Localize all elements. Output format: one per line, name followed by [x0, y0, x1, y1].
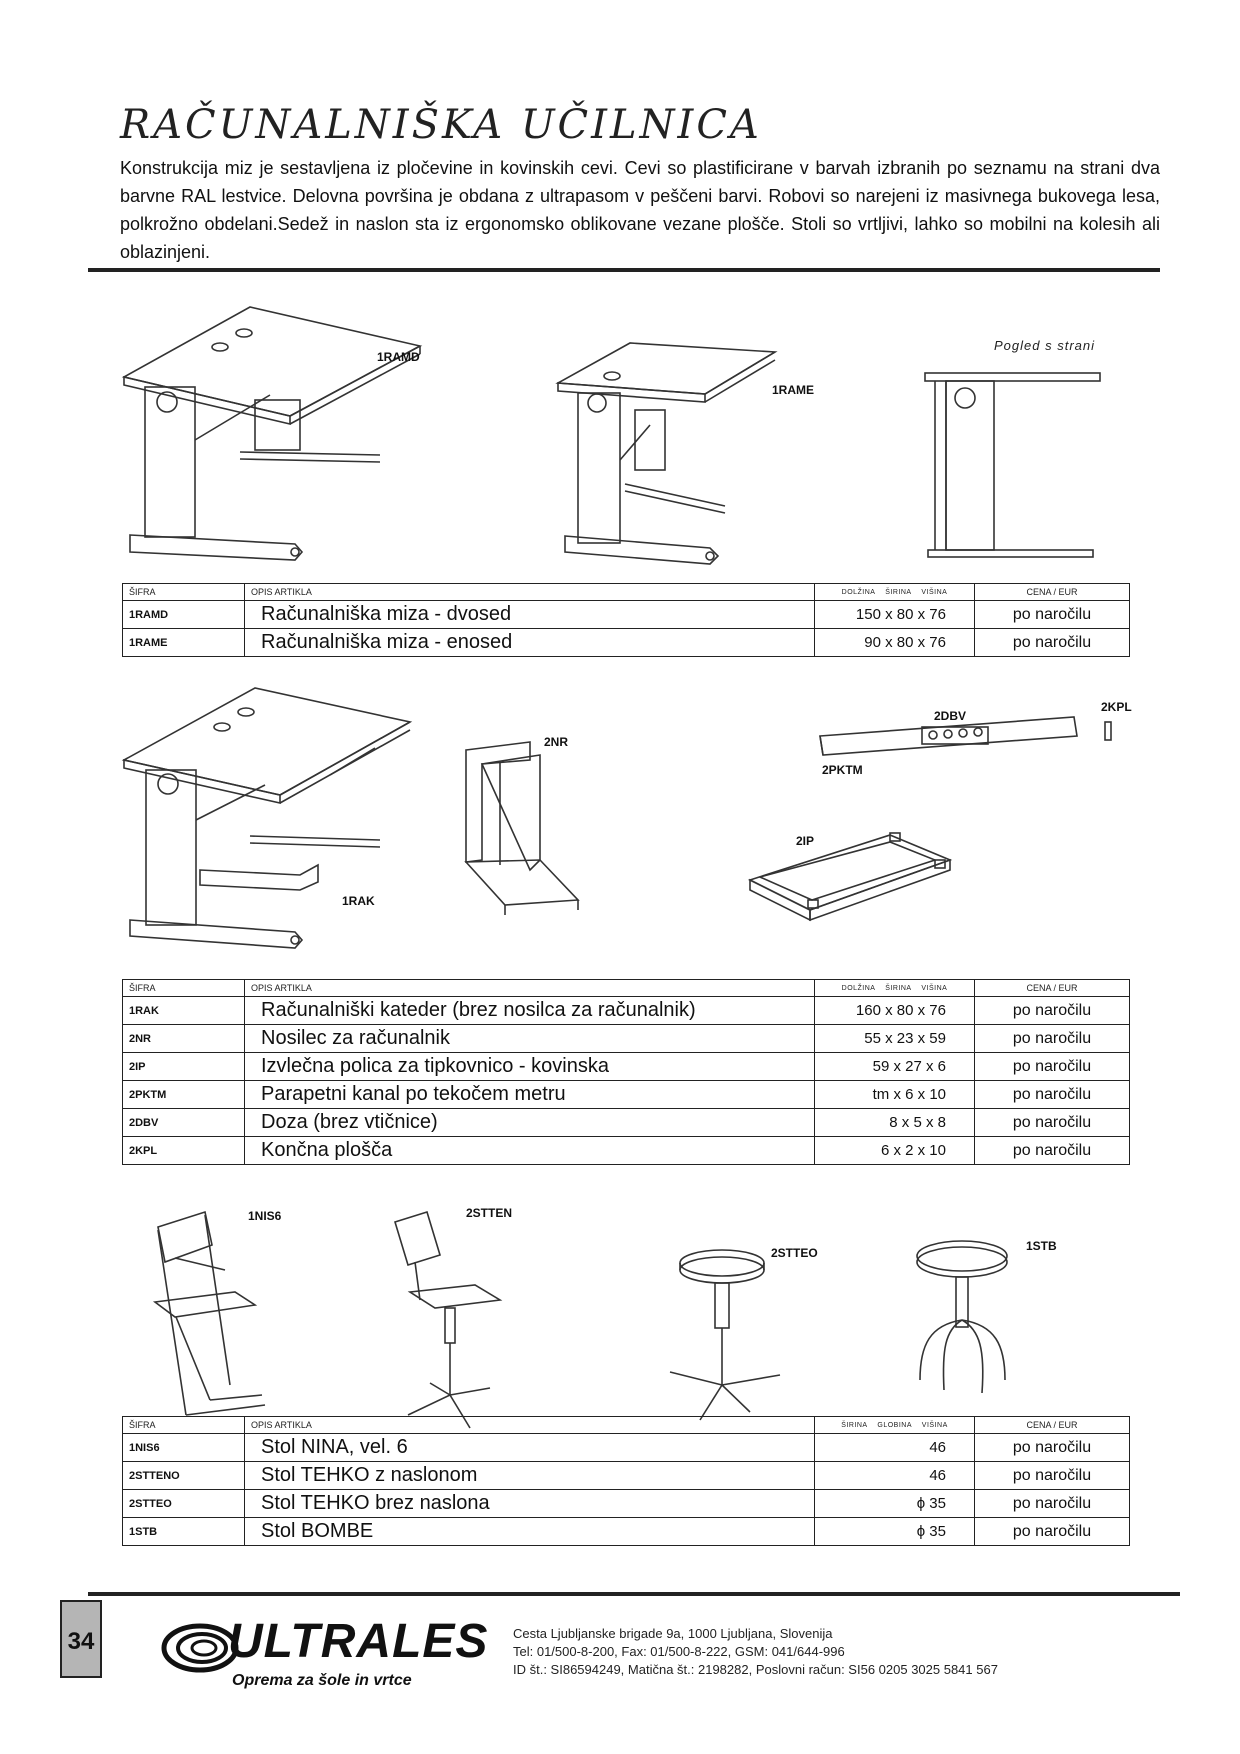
stool-tehko-drawing [670, 1250, 780, 1420]
row-code: 2IP [123, 1053, 245, 1081]
table-desks [122, 583, 1130, 657]
row-code: 1RAMD [123, 601, 245, 629]
table-header [123, 584, 1130, 601]
label-2pktm: 2PKTM [822, 763, 863, 777]
row-code: 2DBV [123, 1109, 245, 1137]
table-row [123, 1518, 1130, 1546]
label-1ramd: 1RAMD [377, 350, 420, 364]
row-dims: ϕ 35 [815, 1518, 975, 1546]
page-number: 34 [67, 1628, 95, 1655]
header-code: ŠIFRA [123, 980, 245, 997]
table-row [123, 1434, 1130, 1462]
row-desc: Računalniški kateder (brez nosilca za računalnik) [245, 997, 815, 1025]
intro-paragraph: Konstrukcija miz je sestavljena iz pločevine in kovinskih cevi. Cevi so plastificirane v barvah izbranih po seznamu na strani dva barvne RAL lestvice. Delovna površina je obdana z ultrapasom v peščeni barvi. Robovi so narejeni iz masivnega bukovega lesa, polkrožno obdelani.Sedež in naslon sta iz ergonomsko oblikovane vezane plošče. Stoli so vrtljivi, lahko so mobilni na kolesih ali oblazinjeni. [120, 158, 1160, 262]
header-desc: OPIS ARTIKLA [245, 980, 815, 997]
row-code: 2STTENO [123, 1462, 245, 1490]
row-desc: Doza (brez vtičnice) [245, 1109, 815, 1137]
row-code: 2NR [123, 1025, 245, 1053]
header-desc: OPIS ARTIKLA [245, 584, 815, 601]
header-price: CENA / EUR [975, 1417, 1130, 1434]
table-row [123, 1490, 1130, 1518]
table-row [123, 997, 1130, 1025]
label-side-view: Pogled s strani [994, 338, 1095, 353]
row-desc: Računalniška miza - enosed [245, 629, 815, 657]
row-price: po naročilu [975, 1025, 1130, 1053]
row-price: po naročilu [975, 1434, 1130, 1462]
row-dims: 6 x 2 x 10 [815, 1137, 975, 1165]
header-desc: OPIS ARTIKLA [245, 1417, 815, 1434]
label-1rame: 1RAME [772, 383, 815, 397]
header-price: CENA / EUR [975, 980, 1130, 997]
stool-bombe-drawing [917, 1241, 1007, 1393]
row-price: po naročilu [975, 1462, 1130, 1490]
table-row [123, 1137, 1130, 1165]
label-2dbv: 2DBV [934, 709, 967, 723]
row-desc: Parapetni kanal po tekočem metru [245, 1081, 815, 1109]
row-dims: 59 x 27 x 6 [815, 1053, 975, 1081]
table-header [123, 980, 1130, 997]
chair-nina-drawing [155, 1212, 265, 1415]
page-title: RAČUNALNIŠKA UČILNICA [120, 102, 762, 148]
desk-double-drawing [124, 307, 420, 560]
keyboard-tray-drawing [750, 833, 950, 920]
row-code: 1STB [123, 1518, 245, 1546]
brand-slogan: Oprema za šole in vrtce [232, 1672, 412, 1689]
ids-line: ID št.: SI86594249, Matična št.: 2198282, Poslovni račun: SI56 0205 3025 5841 567 [513, 1662, 998, 1677]
row-desc: Stol TEHKO z naslonom [245, 1462, 815, 1490]
row-price: po naročilu [975, 629, 1130, 657]
contact-line: Tel: 01/500-8-200, Fax: 01/500-8-222, GSM: 041/644-996 [513, 1644, 845, 1659]
header-price: CENA / EUR [975, 584, 1130, 601]
label-2kpl: 2KPL [1101, 700, 1132, 714]
label-2stten: 2STTEN [466, 1206, 513, 1220]
row-code: 2PKTM [123, 1081, 245, 1109]
row-dims: 160 x 80 x 76 [815, 997, 975, 1025]
label-1stb: 1STB [1026, 1239, 1057, 1253]
row-dims: 46 [815, 1434, 975, 1462]
label-1nis6: 1NIS6 [248, 1209, 282, 1223]
table-row [123, 1025, 1130, 1053]
address-line: Cesta Ljubljanske brigade 9a, 1000 Ljubljana, Slovenija [513, 1626, 833, 1641]
row-price: po naročilu [975, 1137, 1130, 1165]
label-2ip: 2IP [796, 834, 815, 848]
header-dims: ŠIRINA GLOBINA VIŠINA [815, 1417, 975, 1434]
table-row [123, 1053, 1130, 1081]
table-header [123, 1417, 1130, 1434]
label-1rak: 1RAK [342, 894, 375, 908]
table-row [123, 1109, 1130, 1137]
teacher-desk-drawing [124, 688, 410, 948]
computer-holder-drawing [466, 742, 578, 915]
brand-name: ULTRALES [228, 1615, 489, 1668]
header-dims: DOLŽINA ŠIRINA VIŠINA [815, 584, 975, 601]
row-code: 2STTEO [123, 1490, 245, 1518]
row-desc: Stol NINA, vel. 6 [245, 1434, 815, 1462]
table-accessories [122, 979, 1130, 1165]
label-2nr: 2NR [544, 735, 569, 749]
desk-side-view-drawing [925, 373, 1100, 557]
row-price: po naročilu [975, 1109, 1130, 1137]
header-code: ŠIFRA [123, 1417, 245, 1434]
row-desc: Stol TEHKO brez naslona [245, 1490, 815, 1518]
row-dims: 46 [815, 1462, 975, 1490]
table-row [123, 601, 1130, 629]
row-desc: Izvlečna polica za tipkovnico - kovinska [245, 1053, 815, 1081]
header-dims: DOLŽINA ŠIRINA VIŠINA [815, 980, 975, 997]
chair-tehko-back-drawing [395, 1212, 500, 1428]
row-price: po naročilu [975, 1053, 1130, 1081]
row-code: 1NIS6 [123, 1434, 245, 1462]
table-chairs [122, 1416, 1130, 1546]
row-code: 2KPL [123, 1137, 245, 1165]
table-row [123, 629, 1130, 657]
row-desc: Računalniška miza - dvosed [245, 601, 815, 629]
row-desc: Stol BOMBE [245, 1518, 815, 1546]
row-desc: Nosilec za računalnik [245, 1025, 815, 1053]
label-2stteo: 2STTEO [771, 1246, 818, 1260]
row-price: po naročilu [975, 997, 1130, 1025]
row-dims: ϕ 35 [815, 1490, 975, 1518]
table-row [123, 1462, 1130, 1490]
row-price: po naročilu [975, 1081, 1130, 1109]
row-dims: tm x 6 x 10 [815, 1081, 975, 1109]
row-price: po naročilu [975, 601, 1130, 629]
row-dims: 90 x 80 x 76 [815, 629, 975, 657]
desk-single-drawing [558, 343, 775, 564]
footer-rule [88, 1592, 1180, 1596]
row-price: po naročilu [975, 1518, 1130, 1546]
row-dims: 8 x 5 x 8 [815, 1109, 975, 1137]
header-code: ŠIFRA [123, 584, 245, 601]
row-price: po naročilu [975, 1490, 1130, 1518]
table-row [123, 1081, 1130, 1109]
company-address [513, 1625, 998, 1679]
row-dims: 55 x 23 x 59 [815, 1025, 975, 1053]
row-desc: Končna plošča [245, 1137, 815, 1165]
row-code: 1RAK [123, 997, 245, 1025]
row-dims: 150 x 80 x 76 [815, 601, 975, 629]
row-code: 1RAME [123, 629, 245, 657]
